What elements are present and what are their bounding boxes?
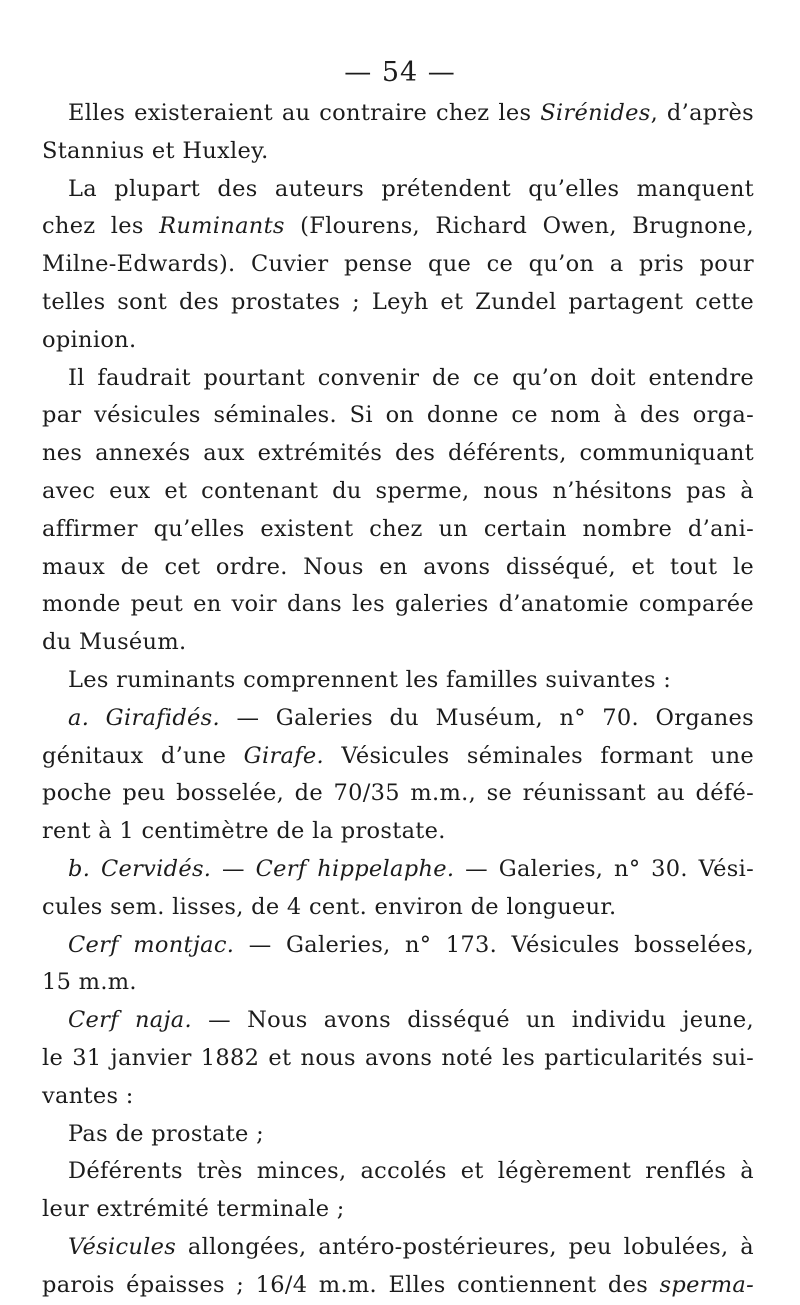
- text-line: Déférents très minces, accolés et légèrement renflés à: [68, 1158, 754, 1185]
- text-line: Cerf naja. — Nous avons disséqué un individu jeune,: [68, 1007, 754, 1034]
- text-line: Les ruminants comprennent les familles suivantes :: [68, 666, 672, 693]
- text-line: du Muséum.: [42, 629, 187, 656]
- text-line: vantes :: [42, 1082, 134, 1109]
- text-line: chez les Ruminants (Flourens, Richard Owen, Brugnone,: [42, 213, 755, 240]
- text-line: opinion.: [42, 326, 137, 353]
- text-line: Elles existeraient au contraire chez les Sirénides, d’après: [68, 100, 754, 126]
- text-line: Stannius et Huxley.: [42, 137, 269, 164]
- text-line: génitaux d’une Girafe. Vésicules séminales formant une: [42, 742, 755, 769]
- text-line: par vésicules séminales. Si on donne ce nom à des orga-: [42, 402, 754, 429]
- text-line: avec eux et contenant du sperme, nous n’hésitons pas à: [42, 477, 754, 504]
- text-line: leur extrémité terminale ;: [42, 1196, 345, 1223]
- text-line: poche peu bosselée, de 70/35 m.m., se réunissant au défé-: [42, 780, 754, 807]
- text-line: Cerf montjac. — Galeries, n° 173. Vésicules bosselées,: [68, 931, 754, 958]
- text-line: parois épaisses ; 16/4 m.m. Elles contiennent des sperma-: [42, 1271, 754, 1298]
- text-line: Il faudrait pourtant convenir de ce qu’on doit entendre: [68, 364, 754, 391]
- text-line: Vésicules allongées, antéro-postérieures, peu lobulées, à: [68, 1233, 754, 1260]
- text-line: Milne-Edwards). Cuvier pense que ce qu’on a pris pour: [42, 251, 754, 278]
- text-line: a. Girafidés. — Galeries du Muséum, n° 70. Organes: [68, 704, 754, 731]
- text-line: nes annexés aux extrémités des déférents, communiquant: [42, 440, 754, 467]
- text-line: cules sem. lisses, de 4 cent. environ de longueur.: [42, 893, 617, 920]
- text-line: maux de cet ordre. Nous en avons disséqué, et tout le: [42, 553, 754, 580]
- text-line: 15 m.m.: [42, 969, 137, 996]
- text-line: affirmer qu’elles existent chez un certain nombre d’ani-: [42, 515, 754, 542]
- text-line: rent à 1 centimètre de la prostate.: [42, 818, 446, 845]
- text-line: b. Cervidés. — Cerf hippelaphe. — Galeries, n° 30. Vési-: [68, 855, 754, 882]
- text-line: monde peut en voir dans les galeries d’anatomie comparée: [42, 591, 754, 618]
- text-line: Pas de prostate ;: [68, 1120, 265, 1147]
- text-line: telles sont des prostates ; Leyh et Zundel partagent cette: [42, 288, 754, 315]
- text-line: La plupart des auteurs prétendent qu’elles manquent: [68, 175, 754, 202]
- text-line: le 31 janvier 1882 et nous avons noté les particularités sui-: [42, 1044, 754, 1071]
- page-number: — 54 —: [344, 57, 456, 88]
- body-text: [42, 95, 754, 1305]
